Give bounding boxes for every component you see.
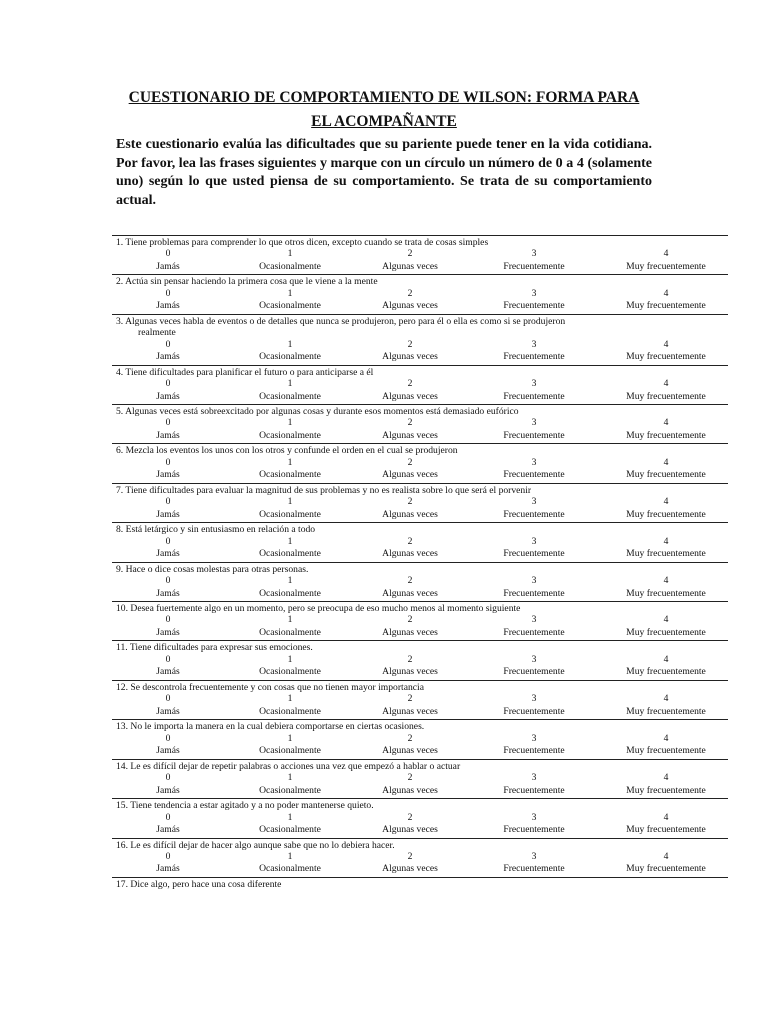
scale-label-0: Jamás <box>156 626 180 638</box>
scale-option-3[interactable]: 3 <box>531 772 537 784</box>
scale-label-4: Muy frecuentemente <box>626 626 706 638</box>
scale-label-3: Frecuentemente <box>503 824 565 835</box>
scale-option-4[interactable]: 4 <box>663 535 669 547</box>
scale-label-0: Jamás <box>156 587 180 599</box>
scale-option-4[interactable]: 4 <box>663 732 669 744</box>
scale-label-2: Algunas veces <box>382 351 438 363</box>
scale-option-0[interactable]: 0 <box>165 693 171 705</box>
scale-label-2: Algunas veces <box>382 300 438 312</box>
question-item <box>112 563 728 602</box>
question-item <box>112 484 728 523</box>
scale-label-0: Jamás <box>156 351 180 363</box>
scale-option-4[interactable]: 4 <box>663 287 669 299</box>
scale-label-4: Muy frecuentemente <box>626 863 706 875</box>
question-label: 9. Hace o dice cosas molestas para otras personas. <box>116 563 309 575</box>
question-item <box>112 444 728 483</box>
scale-label-0: Jamás <box>156 469 180 481</box>
scale-label-2: Algunas veces <box>382 666 438 678</box>
question-label: 14. Le es difícil dejar de repetir palabras o acciones una vez que empezó a hablar o actuar <box>116 760 461 772</box>
scale-label-2: Algunas veces <box>382 429 438 441</box>
scale-number-row <box>112 248 728 261</box>
scale-option-0[interactable]: 0 <box>165 287 171 299</box>
scale-label-1: Ocasionalmente <box>259 863 321 875</box>
scale-label-4: Muy frecuentemente <box>626 548 706 560</box>
scale-label-row <box>112 588 728 601</box>
scale-label-0: Jamás <box>156 390 180 402</box>
scale-option-0[interactable]: 0 <box>165 732 171 744</box>
scale-label-2: Algunas veces <box>382 824 438 835</box>
scale-label-1: Ocasionalmente <box>259 300 321 312</box>
scale-option-2[interactable]: 2 <box>407 248 413 260</box>
scale-option-4[interactable]: 4 <box>663 456 669 468</box>
question-text <box>112 681 728 693</box>
scale-label-3: Frecuentemente <box>503 863 565 875</box>
scale-option-4[interactable]: 4 <box>663 850 669 862</box>
scale-label-3: Frecuentemente <box>503 745 565 757</box>
scale-option-1[interactable]: 1 <box>287 287 293 299</box>
scale-option-3[interactable]: 3 <box>531 811 537 823</box>
scale-option-4[interactable]: 4 <box>663 378 669 390</box>
scale-option-4[interactable]: 4 <box>663 693 669 705</box>
question-item <box>112 523 728 562</box>
scale-label-row <box>112 706 728 719</box>
scale-option-3[interactable]: 3 <box>531 496 537 508</box>
scale-option-3[interactable]: 3 <box>531 653 537 665</box>
question-label: 8. Está letárgico y sin entusiasmo en relación a todo <box>116 524 316 536</box>
scale-label-3: Frecuentemente <box>503 626 565 638</box>
scale-label-0: Jamás <box>156 784 180 796</box>
scale-option-4[interactable]: 4 <box>663 575 669 587</box>
scale-option-1[interactable]: 1 <box>287 653 293 665</box>
scale-label-row <box>112 863 728 876</box>
question-text <box>112 366 728 378</box>
scale-option-0[interactable]: 0 <box>165 378 171 390</box>
scale-label-3: Frecuentemente <box>503 300 565 312</box>
scale-label-4: Muy frecuentemente <box>626 705 706 717</box>
scale-option-4[interactable]: 4 <box>663 338 669 350</box>
scale-option-3[interactable]: 3 <box>531 535 537 547</box>
scale-option-3[interactable]: 3 <box>531 456 537 468</box>
question-item <box>112 275 728 314</box>
scale-option-2[interactable]: 2 <box>407 417 413 429</box>
scale-label-row <box>112 824 728 837</box>
scale-label-2: Algunas veces <box>382 260 438 272</box>
question-label: 12. Se descontrola frecuentemente y con cosas que no tienen mayor importancia <box>116 681 424 693</box>
question-text <box>112 523 728 535</box>
scale-number-row <box>112 339 728 352</box>
scale-label-3: Frecuentemente <box>503 548 565 560</box>
scale-number-row <box>112 575 728 588</box>
question-label: 4. Tiene dificultades para planificar el futuro o para anticiparse a él <box>116 366 374 378</box>
question-label: 6. Mezcla los eventos los unos con los otros y confunde el orden en el cual se produjeron <box>116 445 458 457</box>
scale-option-2[interactable]: 2 <box>407 653 413 665</box>
scale-label-1: Ocasionalmente <box>259 390 321 402</box>
scale-label-0: Jamás <box>156 745 180 757</box>
scale-label-4: Muy frecuentemente <box>626 666 706 678</box>
question-text <box>112 799 728 811</box>
scale-option-2[interactable]: 2 <box>407 456 413 468</box>
scale-label-2: Algunas veces <box>382 863 438 875</box>
questionnaire-list <box>112 235 728 891</box>
scale-label-1: Ocasionalmente <box>259 705 321 717</box>
scale-label-row <box>112 469 728 482</box>
scale-option-0[interactable]: 0 <box>165 456 171 468</box>
scale-number-row <box>112 693 728 706</box>
scale-label-3: Frecuentemente <box>503 784 565 796</box>
scale-label-3: Frecuentemente <box>503 390 565 402</box>
scale-option-1[interactable]: 1 <box>287 811 293 823</box>
scale-option-4[interactable]: 4 <box>663 496 669 508</box>
question-text <box>112 444 728 456</box>
scale-label-1: Ocasionalmente <box>259 260 321 272</box>
scale-number-row <box>112 417 728 430</box>
question-item <box>112 236 728 275</box>
scale-label-1: Ocasionalmente <box>259 745 321 757</box>
scale-label-1: Ocasionalmente <box>259 666 321 678</box>
scale-option-2[interactable]: 2 <box>407 496 413 508</box>
scale-option-0[interactable]: 0 <box>165 575 171 587</box>
scale-option-0[interactable]: 0 <box>165 772 171 784</box>
scale-option-0[interactable]: 0 <box>165 653 171 665</box>
scale-label-0: Jamás <box>156 300 180 312</box>
question-item <box>112 405 728 444</box>
scale-option-1[interactable]: 1 <box>287 338 293 350</box>
scale-option-0[interactable]: 0 <box>165 535 171 547</box>
scale-option-4[interactable]: 4 <box>663 614 669 626</box>
question-label: 11. Tiene dificultades para expresar sus emociones. <box>116 642 313 654</box>
scale-number-row <box>112 288 728 301</box>
scale-label-1: Ocasionalmente <box>259 351 321 363</box>
question-label: 2. Actúa sin pensar haciendo la primera cosa que le viene a la mente <box>116 276 378 288</box>
scale-number-row <box>112 654 728 667</box>
scale-option-2[interactable]: 2 <box>407 732 413 744</box>
question-item <box>112 366 728 405</box>
scale-number-row <box>112 496 728 509</box>
scale-option-4[interactable]: 4 <box>663 772 669 784</box>
scale-option-2[interactable]: 2 <box>407 338 413 350</box>
scale-number-row <box>112 812 728 825</box>
scale-option-0[interactable]: 0 <box>165 811 171 823</box>
scale-label-3: Frecuentemente <box>503 429 565 441</box>
scale-label-4: Muy frecuentemente <box>626 300 706 312</box>
scale-label-4: Muy frecuentemente <box>626 429 706 441</box>
scale-label-4: Muy frecuentemente <box>626 469 706 481</box>
scale-label-row <box>112 351 728 364</box>
question-text <box>112 405 728 417</box>
question-item <box>112 760 728 799</box>
scale-label-0: Jamás <box>156 666 180 678</box>
scale-label-0: Jamás <box>156 508 180 520</box>
scale-option-4[interactable]: 4 <box>663 248 669 260</box>
scale-option-3[interactable]: 3 <box>531 248 537 260</box>
scale-number-row <box>112 378 728 391</box>
scale-option-0[interactable]: 0 <box>165 248 171 260</box>
scale-label-1: Ocasionalmente <box>259 429 321 441</box>
question-label: 10. Desea fuertemente algo en un momento, pero se preocupa de eso mucho menos al momento siguiente <box>116 603 521 615</box>
question-text <box>112 236 728 248</box>
scale-label-0: Jamás <box>156 429 180 441</box>
scale-label-2: Algunas veces <box>382 587 438 599</box>
scale-option-3[interactable]: 3 <box>531 378 537 390</box>
question-text <box>112 878 728 890</box>
scale-option-0[interactable]: 0 <box>165 614 171 626</box>
scale-option-3[interactable]: 3 <box>531 693 537 705</box>
scale-number-row <box>112 457 728 470</box>
scale-label-3: Frecuentemente <box>503 260 565 272</box>
scale-option-1[interactable]: 1 <box>287 456 293 468</box>
scale-number-row <box>112 733 728 746</box>
scale-option-1[interactable]: 1 <box>287 496 293 508</box>
question-label: 13. No le importa la manera en la cual debiera comportarse en ciertas ocasiones. <box>116 721 425 733</box>
scale-label-4: Muy frecuentemente <box>626 784 706 796</box>
scale-label-2: Algunas veces <box>382 705 438 717</box>
scale-option-1[interactable]: 1 <box>287 772 293 784</box>
question-item <box>112 799 728 838</box>
scale-label-4: Muy frecuentemente <box>626 351 706 363</box>
scale-label-row <box>112 666 728 679</box>
question-label: 17. Dice algo, pero hace una cosa diferente <box>116 878 282 890</box>
scale-label-4: Muy frecuentemente <box>626 260 706 272</box>
scale-label-3: Frecuentemente <box>503 508 565 520</box>
question-item <box>112 720 728 759</box>
scale-option-1[interactable]: 1 <box>287 417 293 429</box>
scale-option-2[interactable]: 2 <box>407 693 413 705</box>
scale-option-1[interactable]: 1 <box>287 248 293 260</box>
scale-label-row <box>112 430 728 443</box>
scale-label-1: Ocasionalmente <box>259 469 321 481</box>
scale-option-3[interactable]: 3 <box>531 338 537 350</box>
document-title-line1: CUESTIONARIO DE COMPORTAMIENTO DE WILSON: FORMA PARA <box>128 89 640 106</box>
scale-option-3[interactable]: 3 <box>531 287 537 299</box>
scale-label-4: Muy frecuentemente <box>626 824 706 835</box>
scale-option-3[interactable]: 3 <box>531 850 537 862</box>
scale-label-row <box>112 785 728 798</box>
question-text <box>112 563 728 575</box>
scale-label-2: Algunas veces <box>382 784 438 796</box>
scale-label-3: Frecuentemente <box>503 705 565 717</box>
scale-label-1: Ocasionalmente <box>259 824 321 835</box>
question-label: 16. Le es difícil dejar de hacer algo aunque sabe que no lo debiera hacer. <box>116 839 395 851</box>
question-label: 3. Algunas veces habla de eventos o de detalles que nunca se produjeron, pero para él o ella es como si se produjeron <box>116 315 566 327</box>
scale-option-2[interactable]: 2 <box>407 850 413 862</box>
question-item <box>112 839 728 878</box>
scale-option-2[interactable]: 2 <box>407 811 413 823</box>
question-label-continuation: realmente <box>138 327 176 339</box>
question-label: 7. Tiene dificultades para evaluar la magnitud de sus problemas y no es realista sobre lo que será el porvenir <box>116 484 532 496</box>
scale-option-1[interactable]: 1 <box>287 535 293 547</box>
scale-label-2: Algunas veces <box>382 626 438 638</box>
scale-number-row <box>112 536 728 549</box>
scale-number-row <box>112 851 728 864</box>
scale-label-0: Jamás <box>156 824 180 835</box>
question-item <box>112 315 728 366</box>
question-text <box>112 484 728 496</box>
scale-option-2[interactable]: 2 <box>407 772 413 784</box>
scale-label-4: Muy frecuentemente <box>626 508 706 520</box>
question-text <box>112 315 728 339</box>
scale-label-row <box>112 391 728 404</box>
scale-label-0: Jamás <box>156 705 180 717</box>
scale-label-row <box>112 745 728 758</box>
scale-label-2: Algunas veces <box>382 548 438 560</box>
question-item <box>112 641 728 680</box>
scale-option-3[interactable]: 3 <box>531 575 537 587</box>
scale-label-3: Frecuentemente <box>503 351 565 363</box>
scale-option-3[interactable]: 3 <box>531 614 537 626</box>
scale-option-1[interactable]: 1 <box>287 732 293 744</box>
question-text <box>112 275 728 287</box>
scale-option-4[interactable]: 4 <box>663 653 669 665</box>
scale-option-2[interactable]: 2 <box>407 575 413 587</box>
scale-option-2[interactable]: 2 <box>407 614 413 626</box>
scale-label-3: Frecuentemente <box>503 587 565 599</box>
scale-option-1[interactable]: 1 <box>287 575 293 587</box>
scale-label-1: Ocasionalmente <box>259 784 321 796</box>
scale-label-3: Frecuentemente <box>503 469 565 481</box>
scale-option-3[interactable]: 3 <box>531 417 537 429</box>
scale-option-0[interactable]: 0 <box>165 338 171 350</box>
question-item <box>112 602 728 641</box>
scale-label-1: Ocasionalmente <box>259 587 321 599</box>
question-text <box>112 641 728 653</box>
question-text <box>112 602 728 614</box>
scale-option-1[interactable]: 1 <box>287 614 293 626</box>
scale-label-3: Frecuentemente <box>503 666 565 678</box>
scale-label-row <box>112 261 728 274</box>
scale-label-2: Algunas veces <box>382 390 438 402</box>
scale-option-1[interactable]: 1 <box>287 693 293 705</box>
scale-label-row <box>112 509 728 522</box>
question-text <box>112 760 728 772</box>
scale-option-0[interactable]: 0 <box>165 850 171 862</box>
question-label: 15. Tiene tendencia a estar agitado y a no poder mantenerse quieto. <box>116 800 374 812</box>
scale-label-4: Muy frecuentemente <box>626 587 706 599</box>
question-text <box>112 839 728 851</box>
scale-label-1: Ocasionalmente <box>259 508 321 520</box>
scale-option-2[interactable]: 2 <box>407 378 413 390</box>
scale-label-1: Ocasionalmente <box>259 626 321 638</box>
scale-label-2: Algunas veces <box>382 745 438 757</box>
question-item <box>112 681 728 720</box>
scale-option-3[interactable]: 3 <box>531 732 537 744</box>
scale-option-2[interactable]: 2 <box>407 287 413 299</box>
scale-option-0[interactable]: 0 <box>165 417 171 429</box>
scale-label-2: Algunas veces <box>382 508 438 520</box>
scale-label-row <box>112 627 728 640</box>
scale-label-0: Jamás <box>156 548 180 560</box>
scale-number-row <box>112 614 728 627</box>
scale-option-1[interactable]: 1 <box>287 850 293 862</box>
scale-label-1: Ocasionalmente <box>259 548 321 560</box>
scale-label-0: Jamás <box>156 260 180 272</box>
scale-label-row <box>112 548 728 561</box>
question-label: 5. Algunas veces está sobreexcitado por algunas cosas y durante esos momentos está demasiado eufórico <box>116 406 519 418</box>
scale-option-0[interactable]: 0 <box>165 496 171 508</box>
question-text <box>112 720 728 732</box>
scale-option-2[interactable]: 2 <box>407 535 413 547</box>
question-item <box>112 878 728 891</box>
scale-label-2: Algunas veces <box>382 469 438 481</box>
scale-number-row <box>112 772 728 785</box>
document-title-line2: EL ACOMPAÑANTE <box>311 113 457 130</box>
scale-label-4: Muy frecuentemente <box>626 745 706 757</box>
scale-option-4[interactable]: 4 <box>663 417 669 429</box>
scale-label-0: Jamás <box>156 863 180 875</box>
question-label: 1. Tiene problemas para comprender lo que otros dicen, excepto cuando se trata de cosas simples <box>116 237 489 248</box>
instructions-paragraph: Este cuestionario evalúa las dificultades que su pariente puede tener en la vida cotidiana. Por favor, lea las frases siguientes y marque con un círculo un número de 0 a 4 (solamente uno) según lo que usted piensa de su comportamiento. Se trata de su comportamiento actual. <box>116 137 652 208</box>
scale-label-4: Muy frecuentemente <box>626 390 706 402</box>
scale-label-row <box>112 300 728 313</box>
scale-option-1[interactable]: 1 <box>287 378 293 390</box>
scale-option-4[interactable]: 4 <box>663 811 669 823</box>
